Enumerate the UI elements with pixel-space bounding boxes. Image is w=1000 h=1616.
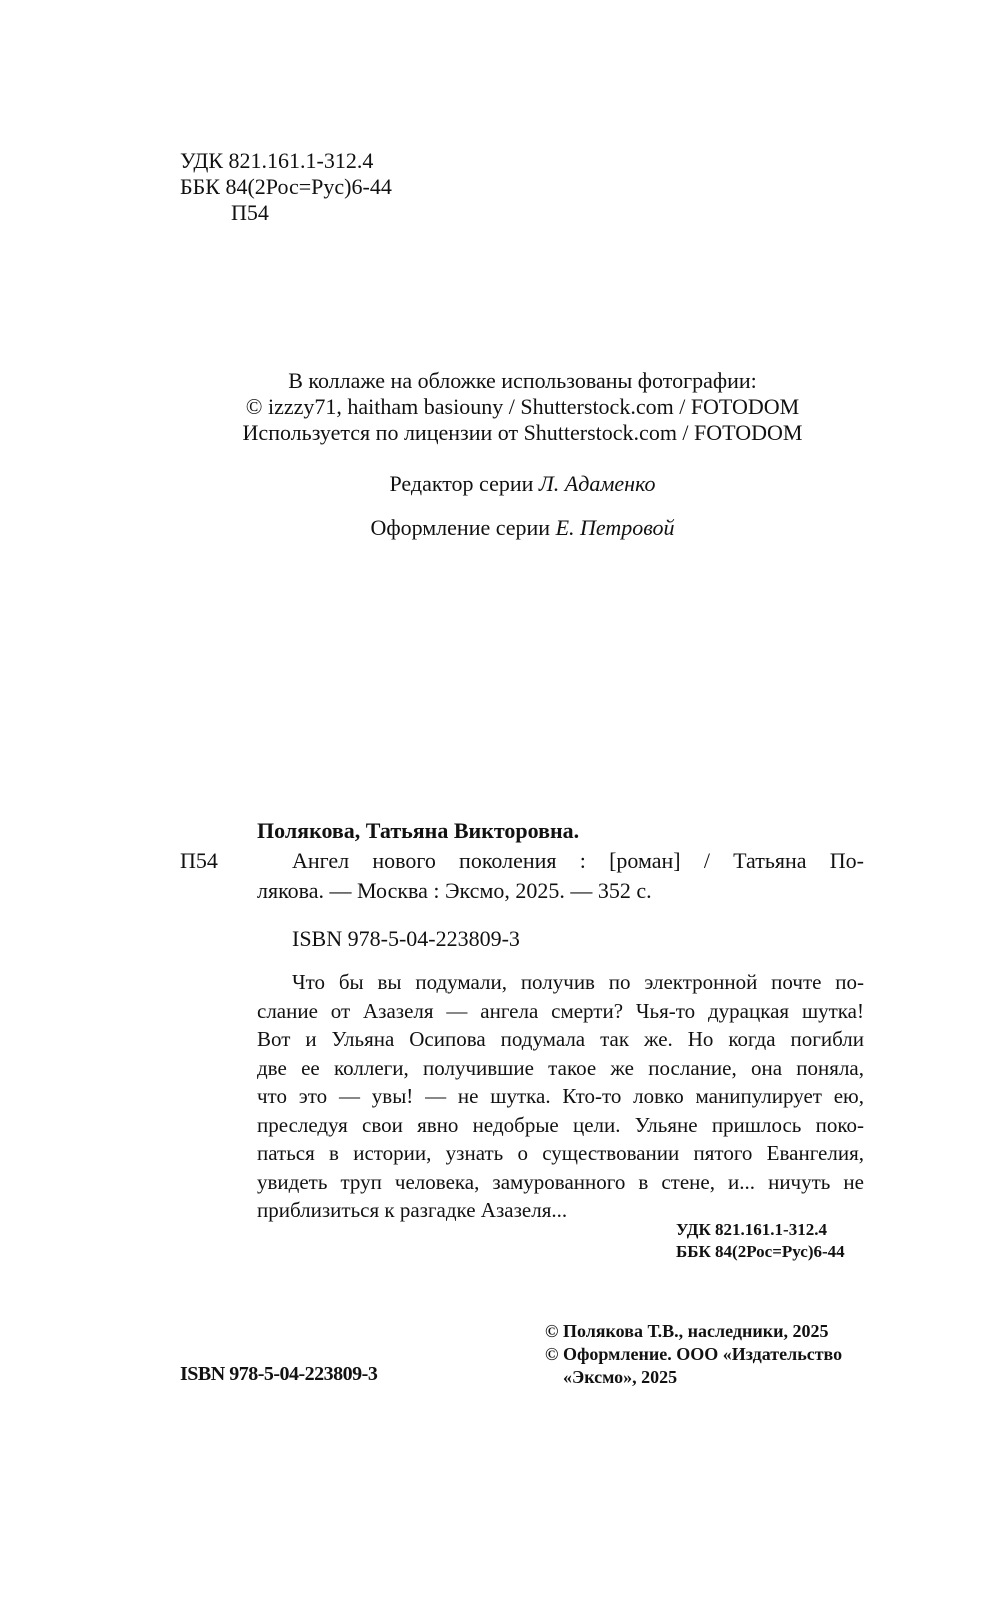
catalog-author-mark: П54	[180, 848, 218, 873]
series-editor-label: Редактор серии	[389, 471, 534, 496]
annotation-line: приблизиться к разгадке Азазеля...	[257, 1198, 568, 1222]
bbk-top: ББК 84(2Рос=Рус)6-44	[180, 174, 392, 199]
catalog-isbn: ISBN 978-5-04-223809-3	[292, 926, 520, 951]
copyright-line-2: © Оформление. ООО «Издательство	[545, 1344, 843, 1364]
udk-top: УДК 821.161.1-312.4	[180, 148, 374, 173]
footer-isbn: ISBN 978-5-04-223809-3	[180, 1363, 378, 1385]
photo-credit-line-1: В коллаже на обложке использованы фотографии:	[288, 368, 757, 393]
annotation-line: Что бы вы подумали, получив по электронной почте по-	[292, 970, 864, 994]
annotation-line: что это — увы! — не шутка. Кто-то ловко манипулирует ею,	[257, 1084, 864, 1108]
annotation-line: слание от Азазеля — ангела смерти? Чья-то дурацкая шутка!	[257, 998, 864, 1023]
series-design-label: Оформление серии	[370, 515, 551, 540]
annotation-line: преследуя свои явно недобрые цели. Ульяне пришлось поко-	[257, 1112, 864, 1137]
annotation-line: Вот и Ульяна Осипова подумала так же. Но когда погибли	[257, 1027, 864, 1051]
annotation	[257, 968, 864, 1225]
series-editor-name: Л. Адаменко	[538, 471, 656, 496]
copyright-line-1: © Полякова Т.В., наследники, 2025	[545, 1321, 829, 1341]
bbk-bottom: ББК 84(2Рос=Рус)6-44	[676, 1242, 845, 1261]
author-mark-top: П54	[231, 200, 269, 225]
photo-credit-line-2: © izzzy71, haitham basiouny / Shutterstock.com / FOTODOM	[245, 394, 800, 419]
author-heading: Полякова, Татьяна Викторовна.	[257, 818, 580, 843]
title-line-2: лякова. — Москва : Эксмо, 2025. — 352 с.	[257, 878, 652, 903]
copyright-line-3: «Эксмо», 2025	[563, 1367, 678, 1387]
series-editor-line	[180, 470, 865, 498]
series-design-name: Е. Петровой	[555, 515, 675, 540]
annotation-line: паться в истории, узнать о существовании пятого Евангелия,	[257, 1141, 864, 1165]
title-line-1-text: Ангел нового поколения : [роман] / Татьяна По-	[292, 848, 864, 873]
series-design-line	[180, 514, 865, 542]
annotation-line: две ее коллеги, получившие такое же послание, она поняла,	[257, 1055, 864, 1080]
udk-bottom: УДК 821.161.1-312.4	[676, 1220, 827, 1239]
title-line-1	[292, 847, 864, 875]
photo-credit-line-3: Используется по лицензии от Shutterstock.com / FOTODOM	[242, 420, 803, 445]
annotation-line: увидеть труп человека, замурованного в стене, и... ничуть не	[257, 1169, 864, 1194]
